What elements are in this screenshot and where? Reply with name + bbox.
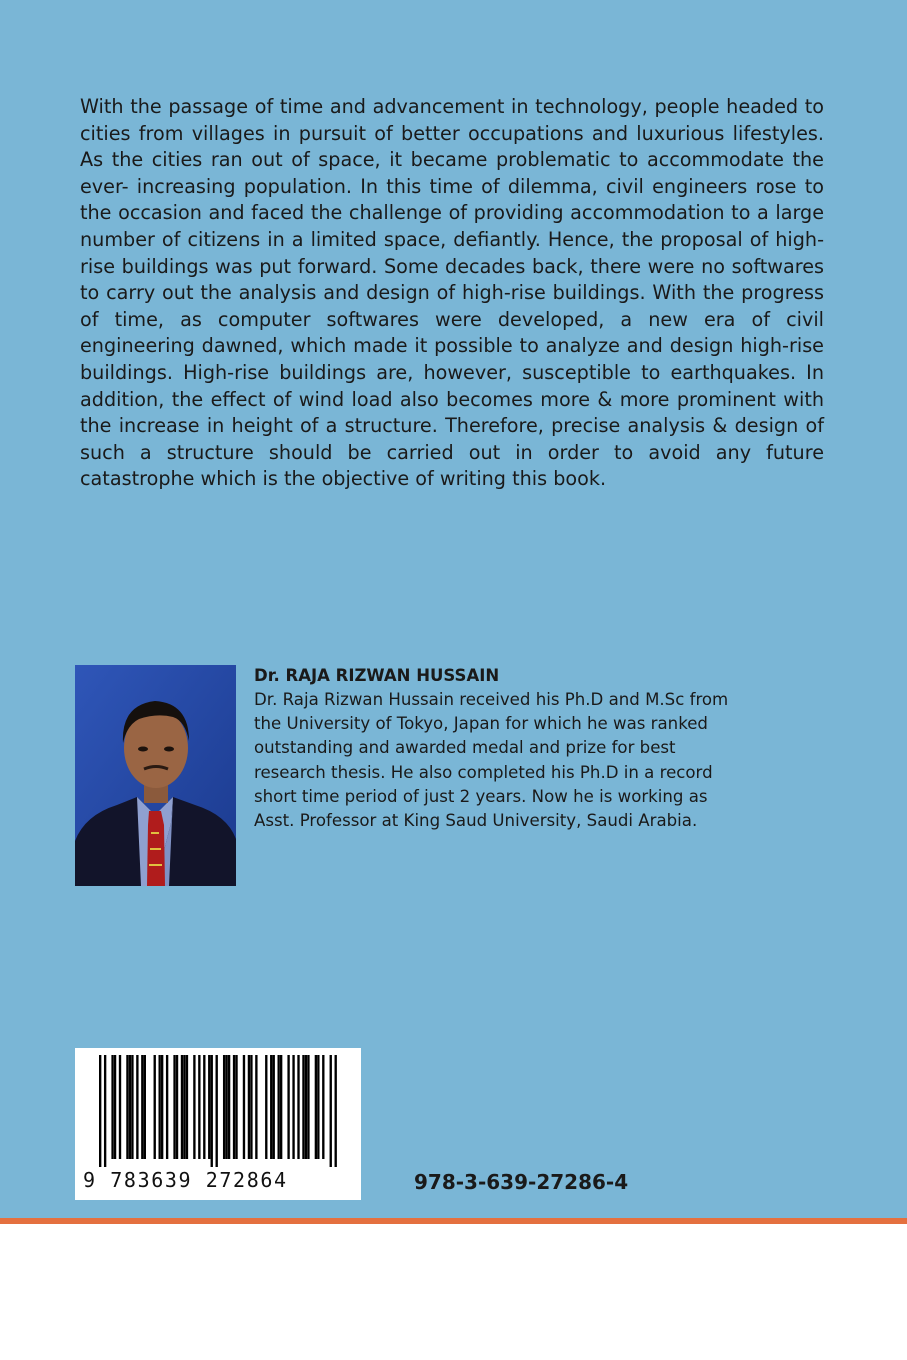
barcode [75, 1048, 361, 1200]
barcode-bar [211, 1055, 213, 1167]
accent-stripe [0, 1218, 907, 1224]
barcode-bar [305, 1055, 307, 1159]
barcode-bar [176, 1055, 178, 1159]
barcode-bar [235, 1055, 237, 1159]
author-bio-line: Dr. Raja Rizwan Hussain received his Ph.D and M.Sc from [254, 690, 729, 709]
barcode-bar [114, 1055, 116, 1159]
barcode-bar [203, 1055, 205, 1159]
barcode-bar [154, 1055, 156, 1159]
barcode-bar [131, 1055, 133, 1159]
barcode-bar [335, 1055, 337, 1167]
author-bio-line: Asst. Professor at King Saud University, Saudi Arabia. [254, 811, 698, 831]
barcode-digits: 9 783639 272864 [83, 1168, 288, 1192]
author-bio [254, 688, 814, 833]
barcode-bar [233, 1055, 235, 1159]
author-bio-line: outstanding and awarded medal and prize for best [254, 738, 676, 758]
barcode-bar [159, 1055, 161, 1159]
author-photo [75, 665, 236, 886]
barcode-bar [144, 1055, 146, 1159]
barcode-bar [216, 1055, 218, 1167]
barcode-bar [302, 1055, 304, 1159]
barcode-bar [280, 1055, 282, 1159]
barcode-bar [136, 1055, 138, 1159]
barcode-bar [278, 1055, 280, 1159]
barcode-bar [273, 1055, 275, 1159]
barcode-bar [173, 1055, 175, 1159]
barcode-bar [183, 1055, 185, 1159]
barcode-bar [297, 1055, 299, 1159]
barcode-bar [255, 1055, 257, 1159]
barcode-bar [161, 1055, 163, 1159]
barcode-bar [126, 1055, 128, 1159]
barcode-bar [129, 1055, 131, 1159]
author-bio-line: the University of Tokyo, Japan for which he was ranked [254, 714, 708, 734]
barcode-bar [315, 1055, 317, 1159]
barcode-bar [248, 1055, 250, 1159]
barcode-bar [243, 1055, 245, 1159]
barcode-bar [250, 1055, 252, 1159]
barcode-bar [193, 1055, 195, 1159]
author-portrait-image [75, 665, 236, 886]
barcode-bar [111, 1055, 113, 1159]
barcode-bar [225, 1055, 227, 1159]
author-bio-line: research thesis. He also completed his Ph.D in a record [254, 762, 713, 782]
barcode-bar [330, 1055, 332, 1167]
barcode-bar [198, 1055, 200, 1159]
barcode-bar [181, 1055, 183, 1159]
barcode-bar [104, 1055, 106, 1167]
barcode-bar [166, 1055, 168, 1159]
barcode-bar [265, 1055, 267, 1159]
barcode-bar [119, 1055, 121, 1159]
barcode-bar [322, 1055, 324, 1159]
barcode-bar [208, 1055, 210, 1159]
barcode-bar [99, 1055, 101, 1167]
author-bio-line: short time period of just 2 years. Now he is working as [254, 786, 708, 806]
barcode-bar [292, 1055, 294, 1159]
barcode-bar [141, 1055, 143, 1159]
book-blurb: With the passage of time and advancement in technology, people headed to cities from villages in pursuit of better occupations and luxurious lifestyles. As the cities ran out of space, it became problematic to accommodate the ever- increasing population. In this time of dilemma, civil engineers rose to the occasion and faced the challenge of providing accommodation to a large number of citizens in a limited space, defiantly. Hence, the proposal of high-rise buildings was put forward. Some decades back, there were no softwares to carry out the analysis and design of high-rise buildings. With the progress of time, as computer softwares were developed, a new era of civil engineering dawned, which made it possible to analyze and design high-rise buildings. High-rise buildings are, however, susceptible to earthquakes. In addition, the effect of wind load also becomes more & more prominent with the increase in height of a structure. Therefore, precise analysis & design of such a structure should be carried out in order to avoid any future catastrophe which is the objective of writing this book. [80, 95, 824, 491]
barcode-bar [228, 1055, 230, 1159]
barcode-bars [99, 1055, 337, 1167]
author-name: Dr. RAJA RIZWAN HUSSAIN [254, 666, 500, 685]
barcode-bar [317, 1055, 319, 1159]
barcode-bar [287, 1055, 289, 1159]
barcode-bar [223, 1055, 225, 1159]
barcode-bar [307, 1055, 309, 1159]
barcode-bar [186, 1055, 188, 1159]
isbn-number: 978-3-639-27286-4 [414, 1170, 629, 1194]
barcode-bar [270, 1055, 272, 1159]
